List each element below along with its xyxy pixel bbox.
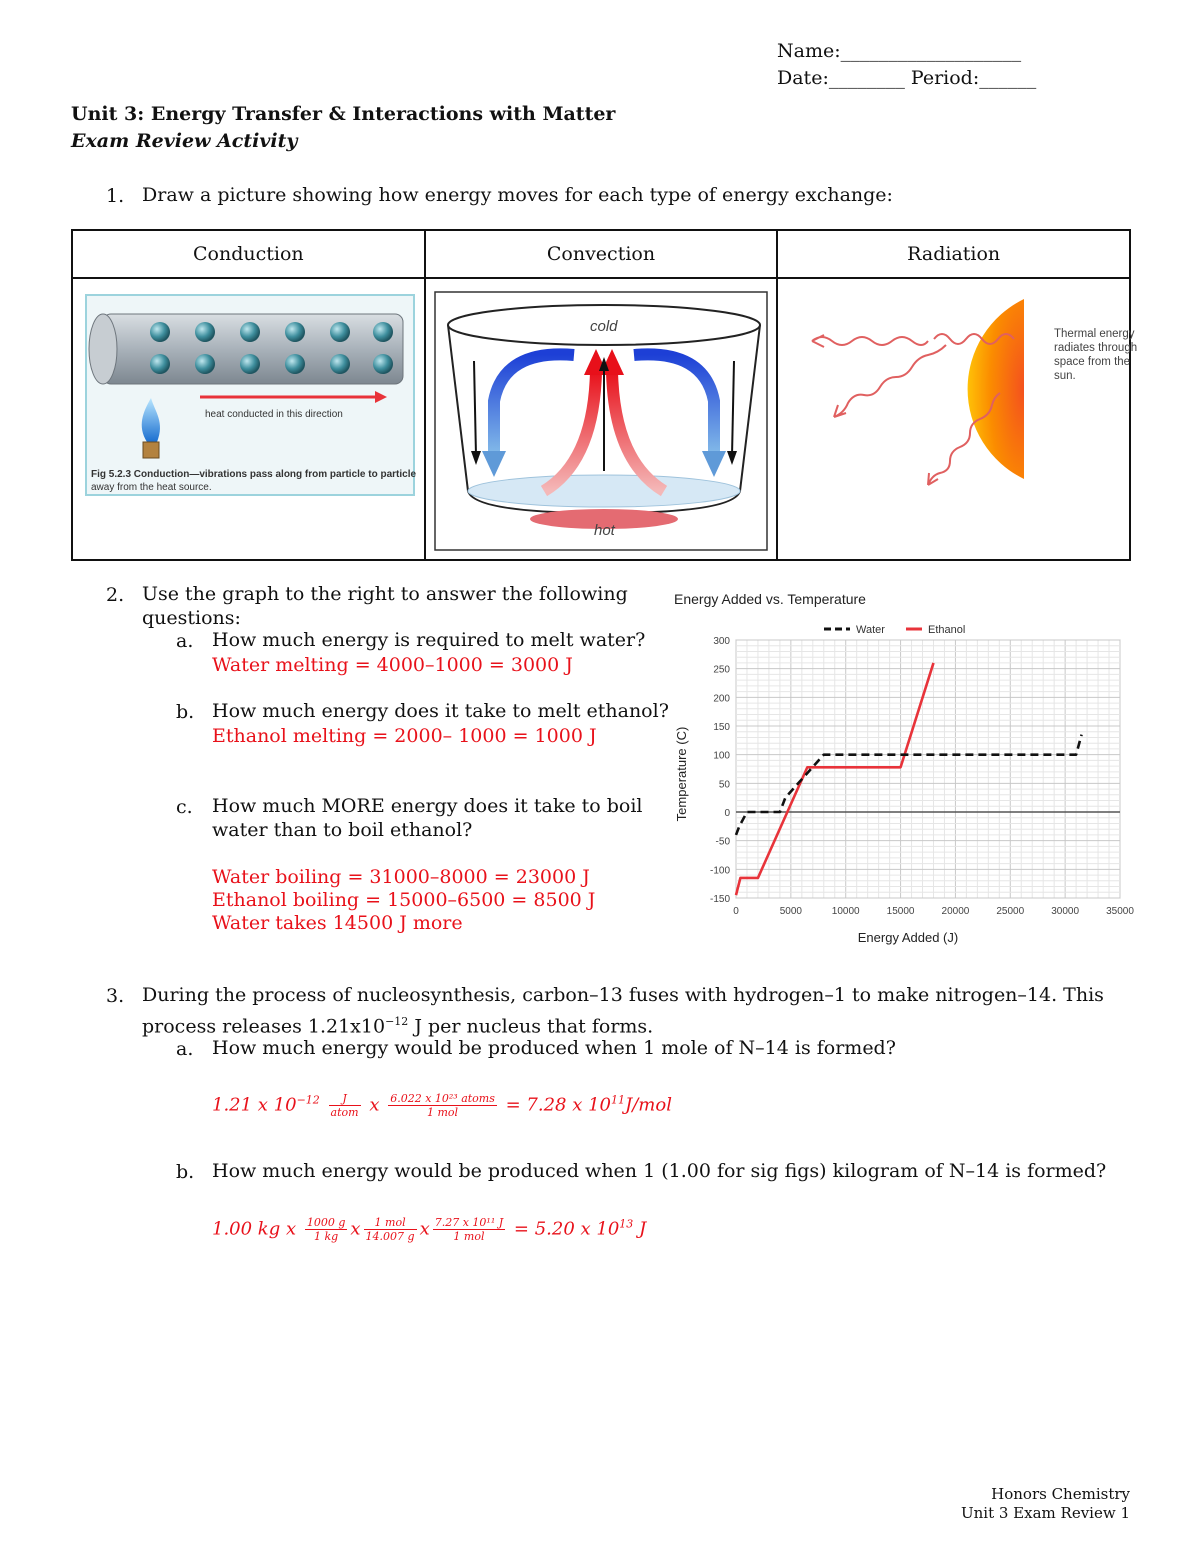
sun-icon xyxy=(968,299,1024,479)
x-tick-label: 30000 xyxy=(1051,906,1080,917)
q1-text: Draw a picture showing how energy moves for each type of energy exchange: xyxy=(142,184,893,206)
q3-text-2a: process releases 1.21x10 xyxy=(142,1015,386,1038)
conduction-caption-2: away from the heat source. xyxy=(91,482,212,493)
footer-course: Honors Chemistry xyxy=(991,1485,1130,1503)
q2c-text-1: How much MORE energy does it take to boil xyxy=(212,795,643,817)
col-radiation: Radiation xyxy=(777,230,1130,278)
x-tick-label: 0 xyxy=(733,906,739,917)
y-tick-label: 0 xyxy=(724,808,730,819)
q3a-frac1-num: J xyxy=(329,1092,361,1106)
q3-text-2-exp: −12 xyxy=(385,1015,409,1028)
q3b-frac3-den: 1 mol xyxy=(453,1230,485,1243)
x-tick-label: 5000 xyxy=(779,906,802,917)
conduction-diagram xyxy=(85,294,425,514)
q3-number: 3. xyxy=(106,985,125,1007)
energy-temperature-chart xyxy=(668,584,1138,954)
col-conduction: Conduction xyxy=(72,230,425,278)
q3a-frac2-den: 1 mol xyxy=(427,1106,459,1119)
legend-ethanol: Ethanol xyxy=(928,624,966,636)
y-tick-label: 250 xyxy=(713,664,730,676)
date-label: Date:________ xyxy=(777,67,905,89)
x-tick-label: 35000 xyxy=(1106,906,1134,917)
conduction-arrow-label: heat conducted in this direction xyxy=(205,409,343,420)
radiation-caption-2: radiates through xyxy=(1054,342,1138,354)
legend-water: Water xyxy=(856,624,885,636)
convection-cell xyxy=(425,278,778,560)
x-tick-label: 25000 xyxy=(996,906,1025,917)
q3b-text: How much energy would be produced when 1 (1.00 for sig figs) kilogram of N–14 is formed? xyxy=(212,1160,1107,1182)
q3b-x1: x xyxy=(350,1218,361,1240)
convection-cold-label: cold xyxy=(589,318,618,335)
q1-number: 1. xyxy=(106,185,125,207)
q3b-eq-lead: 1.00 kg x xyxy=(212,1218,297,1240)
q3b-label: b. xyxy=(176,1161,195,1183)
y-axis-ticks xyxy=(710,636,730,905)
q3b-frac2-den: 14.007 g xyxy=(365,1230,415,1243)
name-field[interactable]: Name:___________________ xyxy=(777,40,1022,62)
q2c-label: c. xyxy=(176,796,193,818)
q3a-x: x xyxy=(369,1094,380,1116)
footer-page: Unit 3 Exam Review 1 xyxy=(960,1504,1130,1522)
x-axis-label: Energy Added (J) xyxy=(857,930,959,945)
q2b-answer: Ethanol melting = 2000– 1000 = 1000 J xyxy=(212,725,597,747)
q2c-answer-1: Water boiling = 31000–8000 = 23000 J xyxy=(212,866,590,888)
q3-text-2 xyxy=(142,1009,653,1039)
q2a-text: How much energy is required to melt water? xyxy=(212,629,646,651)
q3-text-2b: J per nucleus that forms. xyxy=(408,1015,654,1038)
q2-text-2: questions: xyxy=(142,607,241,629)
y-tick-label: -50 xyxy=(715,836,730,848)
y-tick-label: -150 xyxy=(709,894,730,905)
q3b-equation xyxy=(212,1216,646,1243)
y-tick-label: 100 xyxy=(713,750,730,762)
q3-text-1: During the process of nucleosynthesis, carbon–13 fuses with hydrogen–1 to make nitrogen–14. This xyxy=(142,984,1104,1006)
q2c-text-2: water than to boil ethanol? xyxy=(212,819,473,841)
y-tick-label: 200 xyxy=(713,693,730,705)
conduction-cell xyxy=(72,278,425,560)
chart-title: Energy Added vs. Temperature xyxy=(674,591,866,607)
conduction-caption-1: Fig 5.2.3 Conduction—vibrations pass along from particle to particle xyxy=(91,469,417,480)
q3a-frac2-num: 6.022 x 10²³ atoms xyxy=(390,1092,495,1105)
q3b-result-unit: J xyxy=(639,1218,647,1240)
q2-number: 2. xyxy=(106,584,125,606)
energy-exchange-table xyxy=(71,229,1138,561)
convection-diagram xyxy=(434,291,770,553)
radiation-cell xyxy=(777,278,1138,560)
q3a-label: a. xyxy=(176,1038,194,1060)
q2b-label: b. xyxy=(176,701,195,723)
q2b-text: How much energy does it take to melt ethanol? xyxy=(212,700,669,722)
period-label: Period:______ xyxy=(910,67,1037,89)
y-tick-label: 150 xyxy=(713,722,730,733)
x-tick-label: 20000 xyxy=(941,906,970,917)
date-field[interactable] xyxy=(777,67,1036,89)
q3a-result-exp: 11 xyxy=(611,1093,626,1107)
radiation-caption-3: space from the xyxy=(1054,356,1131,368)
q3b-result: = 5.20 x 10 xyxy=(513,1218,620,1240)
q3b-x2: x xyxy=(419,1218,430,1240)
y-axis-label: Temperature (C) xyxy=(674,726,689,822)
q3a-result: = 7.28 x 10 xyxy=(505,1094,612,1116)
x-axis-ticks xyxy=(733,906,1134,917)
q3a-text: How much energy would be produced when 1 mole of N–14 is formed? xyxy=(212,1037,896,1059)
page-title: Unit 3: Energy Transfer & Interactions with Matter xyxy=(71,103,616,125)
chart-legend xyxy=(824,624,965,636)
radiation-caption-1: Thermal energy xyxy=(1054,328,1135,340)
q3b-frac2-num: 1 mol xyxy=(364,1216,417,1230)
q2c-answer-2: Ethanol boiling = 15000–6500 = 8500 J xyxy=(212,889,596,911)
q3b-result-exp: 13 xyxy=(619,1217,634,1231)
footer xyxy=(961,1485,1130,1523)
q3a-eq-lead-exp: −12 xyxy=(296,1093,320,1107)
q3b-frac3-num: 7.27 x 10¹¹ J xyxy=(434,1216,504,1229)
q3a-equation xyxy=(212,1092,672,1119)
q2c-answer-3: Water takes 14500 J more xyxy=(212,912,463,934)
q3a-result-unit: J/mol xyxy=(625,1094,672,1116)
q2a-label: a. xyxy=(176,630,194,652)
x-tick-label: 10000 xyxy=(831,906,860,917)
q3b-frac1-den: 1 kg xyxy=(314,1230,339,1243)
y-tick-label: -100 xyxy=(709,865,730,877)
q3a-frac1-den: atom xyxy=(330,1106,359,1119)
y-tick-label: 300 xyxy=(713,636,730,647)
page-subtitle: Exam Review Activity xyxy=(71,130,298,152)
col-convection: Convection xyxy=(425,230,778,278)
convection-hot-label: hot xyxy=(593,522,615,539)
radiation-caption-4: sun. xyxy=(1054,370,1077,382)
y-tick-label: 50 xyxy=(718,779,730,791)
radiation-diagram xyxy=(798,289,1148,509)
q2-text-1: Use the graph to the right to answer the following xyxy=(142,583,628,605)
q3b-frac1-num: 1000 g xyxy=(306,1216,346,1229)
x-tick-label: 15000 xyxy=(886,906,915,917)
q3a-eq-lead: 1.21 x 10 xyxy=(212,1094,297,1116)
q2a-answer: Water melting = 4000–1000 = 3000 J xyxy=(212,654,573,676)
